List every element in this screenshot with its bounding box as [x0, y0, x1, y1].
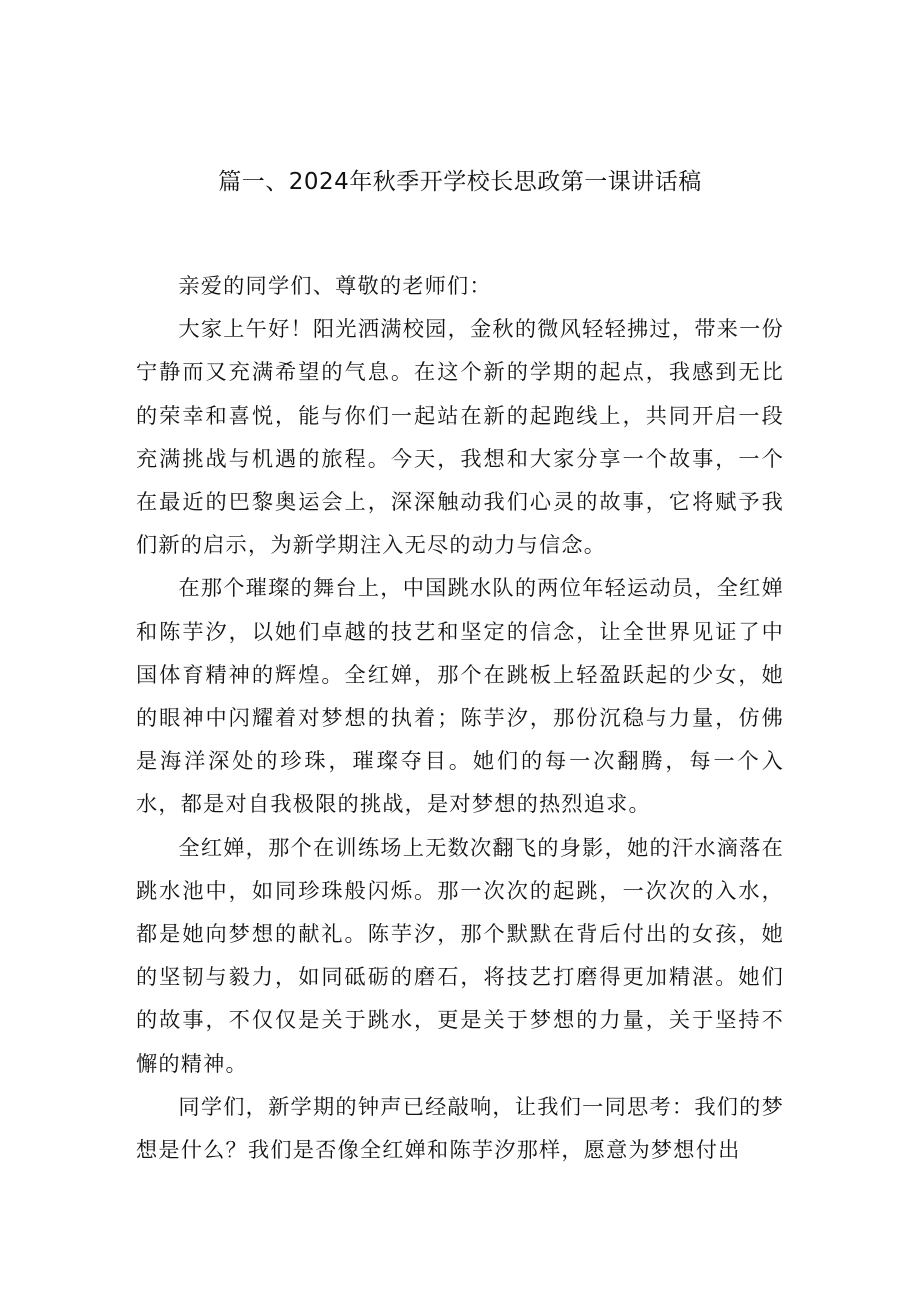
- body-paragraph-4: 同学们，新学期的钟声已经敲响，让我们一同思考：我们的梦想是什么？我们是否像全红婵和陈芋汐那样，愿意为梦想付出: [136, 1093, 784, 1163]
- body-paragraph-1: 大家上午好！阳光洒满校园，金秋的微风轻轻拂过，带来一份宁静而又充满希望的气息。在这个新的学期的起点，我感到无比的荣幸和喜悦，能与你们一起站在新的起跑线上，共同开启一段充满挑战与机遇的旅程。今天，我想和大家分享一个故事，一个在最近的巴黎奥运会上，深深触动我们心灵的故事，它将赋予我们新的启示，为新学期注入无尽的动力与信念。: [136, 316, 784, 558]
- body-paragraph-2: 在那个璀璨的舞台上，中国跳水队的两位年轻运动员，全红婵和陈芋汐，以她们卓越的技艺和坚定的信念，让全世界见证了中国体育精神的辉煌。全红婵，那个在跳板上轻盈跃起的少女，她的眼神中闪耀着对梦想的执着；陈芋汐，那份沉稳与力量，仿佛是海洋深处的珍珠，璀璨夺目。她们的每一次翻腾，每一个入水，都是对自我极限的挑战，是对梦想的热烈追求。: [136, 575, 784, 817]
- page-title: 篇一、2024年秋季开学校长思政第一课讲话稿: [218, 169, 702, 195]
- greeting-paragraph: 亲爱的同学们、尊敬的老师们：: [178, 273, 492, 298]
- body-paragraph-3: 全红婵，那个在训练场上无数次翻飞的身影，她的汗水滴落在跳水池中，如同珍珠般闪烁。那一次次的起跳，一次次的入水，都是她向梦想的献礼。陈芋汐，那个默默在背后付出的女孩，她的坚韧与毅力，如同砥砺的磨石，将技艺打磨得更加精湛。她们的故事，不仅仅是关于跳水，更是关于梦想的力量，关于坚持不懈的精神。: [136, 834, 784, 1076]
- document-body: [136, 264, 784, 1171]
